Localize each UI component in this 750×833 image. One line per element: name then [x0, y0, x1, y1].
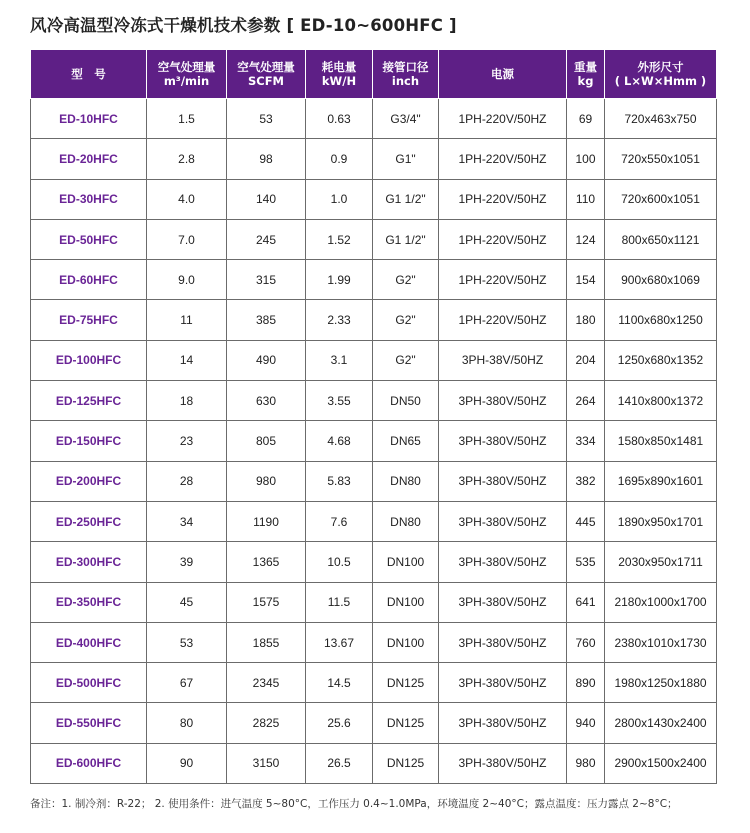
cell-flow-scfm: 2345 [227, 663, 306, 703]
cell-model: ED-400HFC [31, 622, 147, 662]
cell-flow-m3: 67 [147, 663, 227, 703]
header-unit: m³/min [163, 74, 210, 88]
cell-model: ED-600HFC [31, 743, 147, 783]
table-header [31, 50, 717, 99]
cell-model: ED-20HFC [31, 139, 147, 179]
header-label: 空气处理量 [157, 60, 216, 74]
header-unit: kg [577, 74, 594, 88]
footnote: 备注：1. 制冷剂：R-22； 2. 使用条件：进气温度 5~80°C，工作压力 0.4~1.0MPa，环境温度 2~40°C；露点温度：压力露点 2~8°C； [30, 798, 678, 810]
cell-dimensions: 720x550x1051 [605, 139, 717, 179]
cell-weight: 980 [567, 743, 605, 783]
cell-weight: 204 [567, 340, 605, 380]
header-unit: kW/H [321, 74, 357, 88]
table-row [31, 300, 717, 340]
cell-flow-scfm: 1365 [227, 542, 306, 582]
cell-power-supply: 3PH-380V/50HZ [439, 663, 567, 703]
cell-weight: 100 [567, 139, 605, 179]
cell-weight: 69 [567, 99, 605, 139]
cell-model: ED-250HFC [31, 501, 147, 541]
header-pipe-size [373, 50, 439, 99]
cell-power-supply: 3PH-380V/50HZ [439, 622, 567, 662]
cell-flow-scfm: 980 [227, 461, 306, 501]
header-power-supply [439, 50, 567, 99]
cell-pipe-size: DN100 [373, 622, 439, 662]
cell-power-supply: 3PH-380V/50HZ [439, 501, 567, 541]
cell-flow-scfm: 98 [227, 139, 306, 179]
cell-power-supply: 3PH-380V/50HZ [439, 381, 567, 421]
cell-flow-scfm: 3150 [227, 743, 306, 783]
cell-flow-m3: 9.0 [147, 260, 227, 300]
cell-dimensions: 2900x1500x2400 [605, 743, 717, 783]
cell-dimensions: 720x600x1051 [605, 179, 717, 219]
cell-dimensions: 1980x1250x1880 [605, 663, 717, 703]
header-unit: inch [391, 74, 420, 88]
cell-flow-scfm: 490 [227, 340, 306, 380]
cell-flow-m3: 1.5 [147, 99, 227, 139]
cell-power: 2.33 [306, 300, 373, 340]
cell-flow-m3: 14 [147, 340, 227, 380]
table-row [31, 421, 717, 461]
table-row [31, 260, 717, 300]
cell-model: ED-75HFC [31, 300, 147, 340]
cell-dimensions: 2800x1430x2400 [605, 703, 717, 743]
cell-pipe-size: DN80 [373, 461, 439, 501]
cell-weight: 334 [567, 421, 605, 461]
table-row [31, 461, 717, 501]
cell-power: 25.6 [306, 703, 373, 743]
cell-power: 0.9 [306, 139, 373, 179]
cell-dimensions: 1250x680x1352 [605, 340, 717, 380]
header-label: 空气处理量 [237, 60, 295, 74]
header-label: 型 号 [71, 67, 106, 81]
cell-pipe-size: G3/4" [373, 99, 439, 139]
cell-weight: 154 [567, 260, 605, 300]
cell-model: ED-10HFC [31, 99, 147, 139]
header-dimensions [605, 50, 717, 99]
cell-model: ED-100HFC [31, 340, 147, 380]
cell-flow-m3: 39 [147, 542, 227, 582]
spec-table [30, 49, 717, 784]
cell-pipe-size: G1 1/2" [373, 219, 439, 259]
cell-pipe-size: DN65 [373, 421, 439, 461]
cell-power: 5.83 [306, 461, 373, 501]
cell-model: ED-300HFC [31, 542, 147, 582]
table-row [31, 663, 717, 703]
cell-weight: 535 [567, 542, 605, 582]
cell-power-supply: 3PH-380V/50HZ [439, 743, 567, 783]
header-flow-scfm [227, 50, 306, 99]
cell-flow-scfm: 1855 [227, 622, 306, 662]
cell-pipe-size: G2" [373, 340, 439, 380]
cell-flow-scfm: 805 [227, 421, 306, 461]
cell-weight: 890 [567, 663, 605, 703]
cell-flow-scfm: 315 [227, 260, 306, 300]
cell-power-supply: 3PH-38V/50HZ [439, 340, 567, 380]
cell-flow-m3: 45 [147, 582, 227, 622]
header-label: 接管口径 [382, 60, 429, 74]
table-row [31, 99, 717, 139]
cell-power: 1.52 [306, 219, 373, 259]
cell-dimensions: 720x463x750 [605, 99, 717, 139]
cell-pipe-size: DN125 [373, 743, 439, 783]
cell-model: ED-200HFC [31, 461, 147, 501]
cell-dimensions: 1580x850x1481 [605, 421, 717, 461]
cell-dimensions: 800x650x1121 [605, 219, 717, 259]
table-row [31, 743, 717, 783]
cell-power: 0.63 [306, 99, 373, 139]
header-label: 外形尺寸 [637, 60, 684, 74]
cell-flow-m3: 28 [147, 461, 227, 501]
cell-flow-scfm: 1575 [227, 582, 306, 622]
cell-power: 26.5 [306, 743, 373, 783]
cell-power-supply: 3PH-380V/50HZ [439, 542, 567, 582]
cell-flow-m3: 23 [147, 421, 227, 461]
cell-power: 7.6 [306, 501, 373, 541]
page-title: 风冷高温型冷冻式干燥机技术参数 [ ED-10~600HFC ] [30, 16, 457, 35]
table-row [31, 139, 717, 179]
cell-power: 1.99 [306, 260, 373, 300]
table-row [31, 501, 717, 541]
cell-flow-m3: 80 [147, 703, 227, 743]
cell-dimensions: 1890x950x1701 [605, 501, 717, 541]
cell-pipe-size: DN100 [373, 582, 439, 622]
header-unit: SCFM [247, 74, 285, 88]
cell-model: ED-350HFC [31, 582, 147, 622]
cell-model: ED-125HFC [31, 381, 147, 421]
cell-pipe-size: DN125 [373, 663, 439, 703]
cell-flow-m3: 90 [147, 743, 227, 783]
cell-power-supply: 1PH-220V/50HZ [439, 139, 567, 179]
cell-power-supply: 3PH-380V/50HZ [439, 421, 567, 461]
cell-model: ED-60HFC [31, 260, 147, 300]
cell-flow-scfm: 2825 [227, 703, 306, 743]
cell-pipe-size: DN125 [373, 703, 439, 743]
header-label: 耗电量 [321, 60, 357, 74]
cell-weight: 760 [567, 622, 605, 662]
cell-weight: 264 [567, 381, 605, 421]
cell-weight: 445 [567, 501, 605, 541]
cell-power: 10.5 [306, 542, 373, 582]
cell-model: ED-50HFC [31, 219, 147, 259]
cell-flow-scfm: 140 [227, 179, 306, 219]
cell-weight: 124 [567, 219, 605, 259]
cell-power: 3.1 [306, 340, 373, 380]
table-body [31, 99, 717, 784]
cell-power: 4.68 [306, 421, 373, 461]
cell-pipe-size: DN80 [373, 501, 439, 541]
header-model [31, 50, 147, 99]
header-unit: ( L×W×Hmm ) [614, 74, 707, 88]
cell-power-supply: 3PH-380V/50HZ [439, 461, 567, 501]
header-row [31, 50, 717, 99]
cell-dimensions: 2030x950x1711 [605, 542, 717, 582]
table-row [31, 703, 717, 743]
cell-weight: 180 [567, 300, 605, 340]
header-power [306, 50, 373, 99]
table-row [31, 542, 717, 582]
cell-dimensions: 1100x680x1250 [605, 300, 717, 340]
cell-power-supply: 1PH-220V/50HZ [439, 99, 567, 139]
cell-dimensions: 1410x800x1372 [605, 381, 717, 421]
cell-weight: 382 [567, 461, 605, 501]
table-row [31, 219, 717, 259]
cell-power-supply: 1PH-220V/50HZ [439, 260, 567, 300]
cell-pipe-size: G2" [373, 260, 439, 300]
cell-power-supply: 3PH-380V/50HZ [439, 582, 567, 622]
cell-flow-m3: 2.8 [147, 139, 227, 179]
cell-flow-scfm: 245 [227, 219, 306, 259]
cell-weight: 641 [567, 582, 605, 622]
cell-pipe-size: DN100 [373, 542, 439, 582]
cell-weight: 110 [567, 179, 605, 219]
cell-power: 11.5 [306, 582, 373, 622]
cell-dimensions: 1695x890x1601 [605, 461, 717, 501]
cell-power-supply: 1PH-220V/50HZ [439, 179, 567, 219]
cell-model: ED-150HFC [31, 421, 147, 461]
header-label: 重量 [574, 60, 597, 74]
cell-pipe-size: G1 1/2" [373, 179, 439, 219]
cell-flow-m3: 53 [147, 622, 227, 662]
cell-weight: 940 [567, 703, 605, 743]
cell-flow-scfm: 1190 [227, 501, 306, 541]
header-flow-m3 [147, 50, 227, 99]
cell-power: 3.55 [306, 381, 373, 421]
table-row [31, 179, 717, 219]
cell-dimensions: 2380x1010x1730 [605, 622, 717, 662]
cell-power-supply: 3PH-380V/50HZ [439, 703, 567, 743]
cell-power: 13.67 [306, 622, 373, 662]
cell-flow-m3: 11 [147, 300, 227, 340]
cell-power: 1.0 [306, 179, 373, 219]
cell-power-supply: 1PH-220V/50HZ [439, 300, 567, 340]
cell-flow-m3: 34 [147, 501, 227, 541]
cell-flow-m3: 18 [147, 381, 227, 421]
cell-dimensions: 900x680x1069 [605, 260, 717, 300]
cell-flow-scfm: 53 [227, 99, 306, 139]
table-row [31, 582, 717, 622]
cell-model: ED-550HFC [31, 703, 147, 743]
cell-dimensions: 2180x1000x1700 [605, 582, 717, 622]
header-weight [567, 50, 605, 99]
cell-pipe-size: G1" [373, 139, 439, 179]
table-row [31, 622, 717, 662]
cell-pipe-size: DN50 [373, 381, 439, 421]
table-row [31, 340, 717, 380]
cell-model: ED-500HFC [31, 663, 147, 703]
cell-flow-scfm: 385 [227, 300, 306, 340]
cell-flow-scfm: 630 [227, 381, 306, 421]
table-row [31, 381, 717, 421]
cell-model: ED-30HFC [31, 179, 147, 219]
cell-pipe-size: G2" [373, 300, 439, 340]
cell-flow-m3: 7.0 [147, 219, 227, 259]
cell-power-supply: 1PH-220V/50HZ [439, 219, 567, 259]
header-label: 电源 [491, 67, 514, 81]
cell-power: 14.5 [306, 663, 373, 703]
cell-flow-m3: 4.0 [147, 179, 227, 219]
